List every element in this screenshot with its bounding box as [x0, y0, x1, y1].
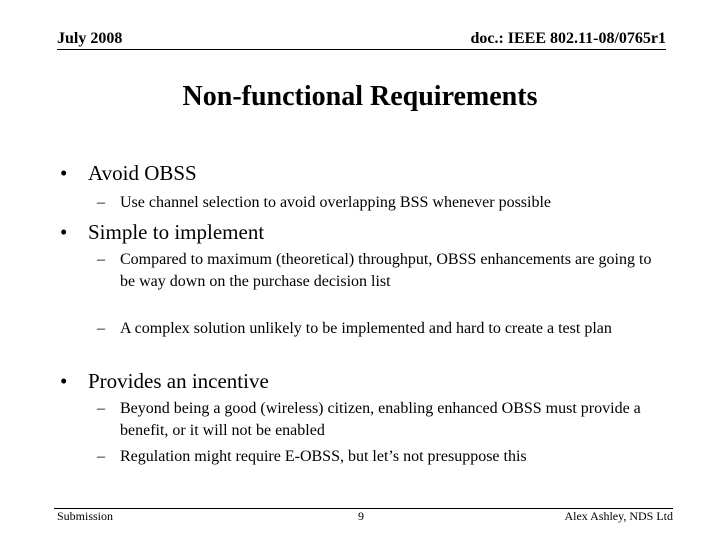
sub-bullet-text: Use channel selection to avoid overlapping BSS whenever possible — [120, 194, 552, 211]
page-number: 9 — [358, 509, 364, 523]
sub-bullet-marker: – — [97, 194, 105, 211]
sub-bullet-marker: – — [97, 448, 105, 465]
sub-bullet-item — [97, 249, 667, 293]
bullet-item — [60, 160, 197, 186]
bullet-marker: • — [60, 369, 68, 393]
sub-bullet-item — [97, 446, 667, 468]
sub-bullet-text: Beyond being a good (wireless) citizen, enabling enhanced OBSS must provide a benefit, or it will not be enabled — [120, 400, 641, 439]
sub-bullet-text: Regulation might require E-OBSS, but let’s not presuppose this — [120, 448, 527, 465]
bullet-marker: • — [60, 220, 68, 244]
sub-bullet-marker: – — [97, 400, 105, 417]
sub-bullet-marker: – — [97, 251, 105, 268]
bullet-item — [60, 368, 269, 394]
sub-bullet-marker: – — [97, 320, 105, 337]
header-doc-id: doc.: IEEE 802.11-08/0765r1 — [470, 30, 666, 47]
bullet-item — [60, 219, 264, 245]
bullet-marker: • — [60, 161, 68, 185]
footer-author: Alex Ashley, NDS Ltd — [564, 509, 673, 523]
sub-bullet-text: A complex solution unlikely to be implemented and hard to create a test plan — [120, 320, 612, 337]
sub-bullet-item — [97, 318, 667, 340]
footer-submission: Submission — [57, 509, 114, 523]
sub-bullet-text: Compared to maximum (theoretical) throughput, OBSS enhancements are going to be way down on the purchase decision list — [120, 251, 652, 290]
slide-title: Non-functional Requirements — [182, 81, 538, 112]
bullet-text: Avoid OBSS — [88, 161, 197, 185]
sub-bullet-item — [97, 398, 667, 442]
sub-bullet-item — [97, 192, 667, 214]
header-date: July 2008 — [57, 30, 123, 47]
bullet-text: Simple to implement — [88, 220, 265, 244]
bullet-text: Provides an incentive — [88, 369, 269, 393]
